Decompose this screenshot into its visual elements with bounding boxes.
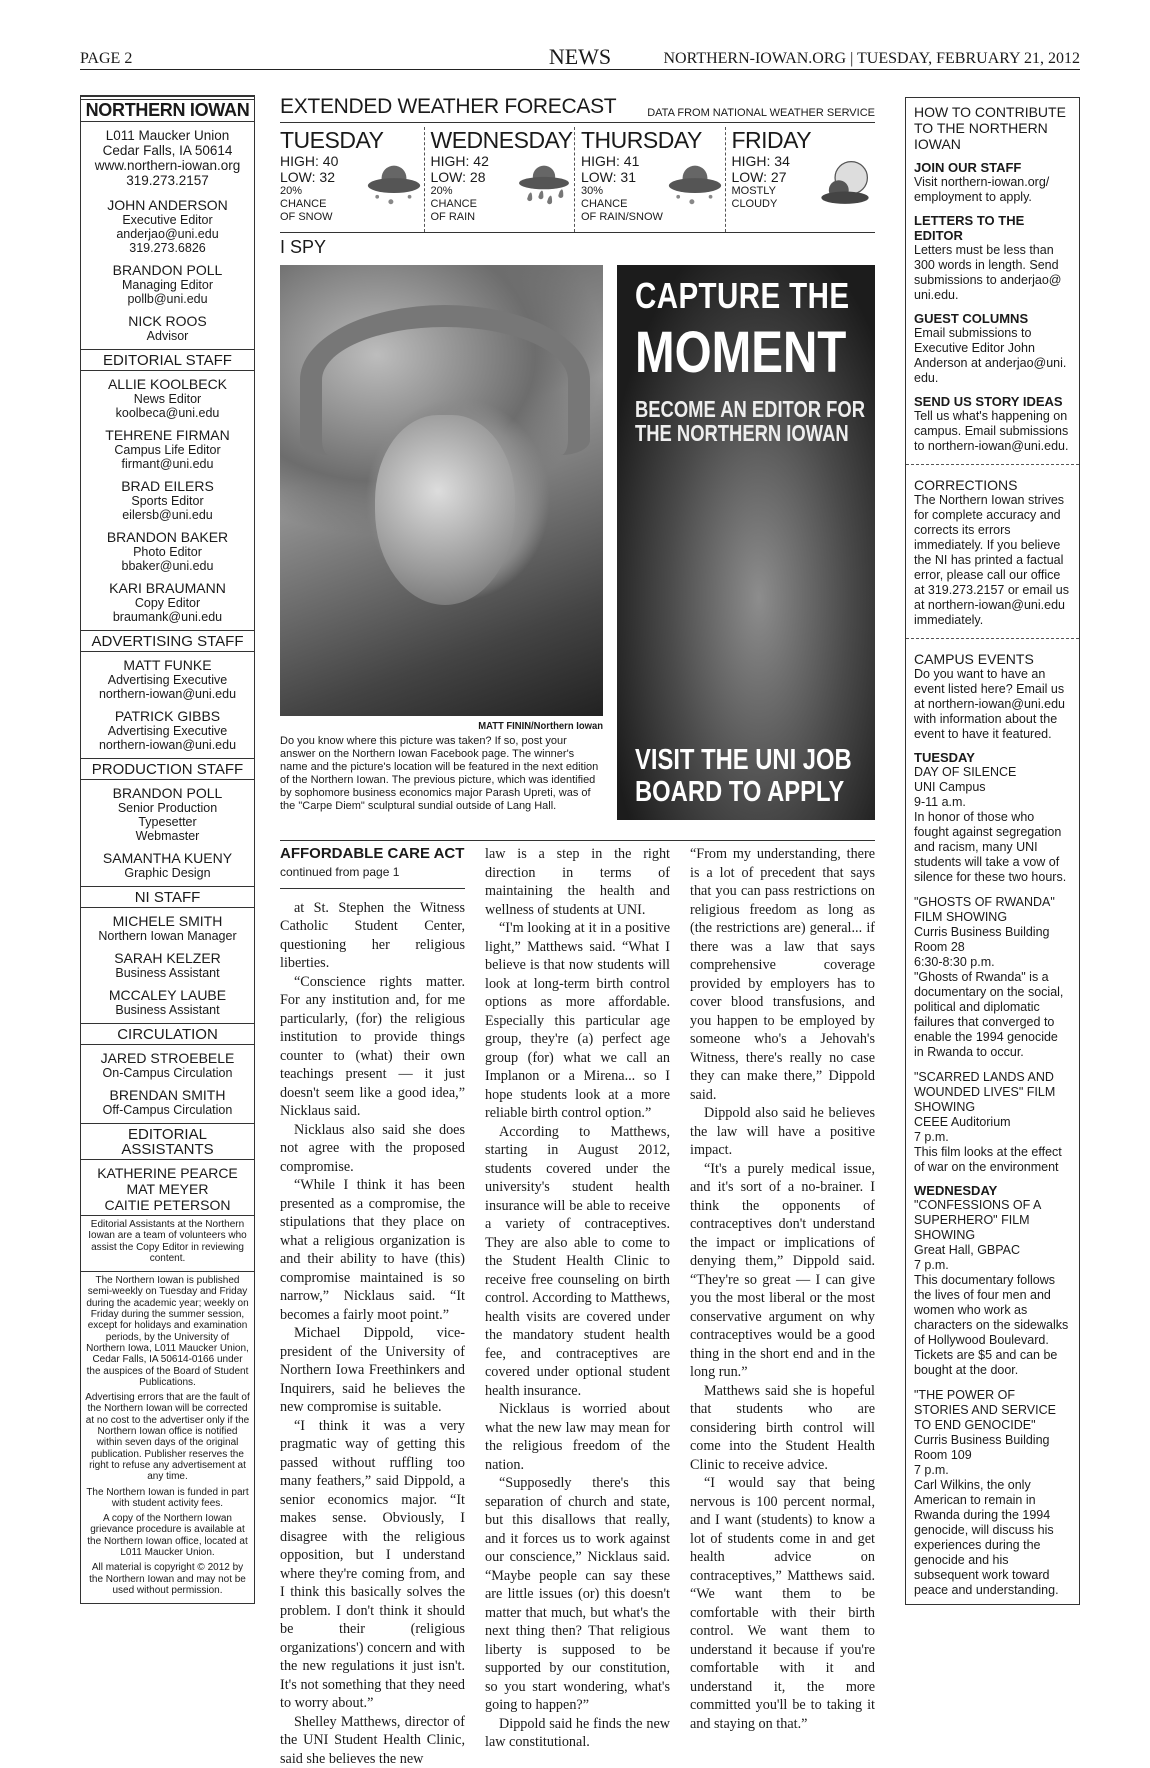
weather-condition: 20% (431, 185, 575, 198)
event (914, 895, 1071, 1060)
staff-entry (81, 377, 254, 422)
weather-source: DATA FROM NATIONAL WEATHER SERVICE (647, 107, 875, 119)
article-paragraph: Matthews said she is hopeful that students who are considering birth control will come into the Student Health Clinic to receive advice. (690, 1382, 875, 1475)
staff-name: JOHN ANDERSON (83, 198, 252, 213)
contribute-heading: JOIN OUR STAFF (914, 160, 1071, 175)
weather-condition: OF RAIN/SNOW (581, 211, 725, 224)
article-paragraph: “I'm looking at it in a positive light,” Matthews said. “What I believe is that now students will look at long-term birth control options as more affordable. Especially this particular age group, they're (a) perfect age group (for) what we call an Implanon or a Mirena... so I hope students look at a more reliable birth control option.” (485, 919, 670, 1123)
weather-day-thursday (574, 127, 725, 232)
staff-name: SAMANTHA KUENY (83, 851, 252, 866)
article-paragraph: law is a step in the right direction in terms of maintaining the health and wellness of students at UNI. (485, 845, 670, 919)
main-content (280, 95, 875, 258)
article-headline: AFFORDABLE CARE ACT (280, 845, 465, 863)
staff-detail: Campus Life Editor (83, 443, 252, 457)
note-paragraph: All material is copyright © 2012 by the Northern Iowan and may not be used without permission. (85, 1562, 250, 1596)
weather-day-tuesday (280, 127, 424, 232)
staff-entry (81, 428, 254, 473)
sun-cloud-icon (817, 159, 873, 209)
staff-detail: Northern Iowan Manager (83, 929, 252, 943)
article (280, 840, 875, 1768)
article-paragraph: “From my understanding, there is a lot of precedent that says that you can pass restrictions on religious freedom as long as (the restrictions are) general... if there was a law that says comprehensive coverage provided by employers has to cover blood transfusions, and you happen to be employed by someone who's a Jehovah's Witness, there's really no case they can make there,” Dippold said. (690, 845, 875, 1104)
weather-condition: MOSTLY (732, 185, 876, 198)
staff-detail: Executive Editor (83, 213, 252, 227)
section-heading: PRODUCTION STAFF (81, 758, 254, 780)
article-paragraph: Nicklaus also said she does not agree with the proposed compromise. (280, 1121, 465, 1177)
corrections-title: CORRECTIONS (914, 477, 1071, 493)
ad-line-1: CAPTURE THE (635, 277, 849, 315)
event-detail: Curris Business Building Room 109 (914, 1433, 1071, 1463)
weather-condition: 20% (280, 185, 424, 198)
events-intro: Do you want to have an event listed here? Email us at northern-iowan@uni.edu with information about the event to have it featured. (914, 667, 1071, 742)
event-detail: 7 p.m. (914, 1130, 1071, 1145)
weather-day-name: FRIDAY (732, 127, 876, 153)
article-paragraph: “Supposedly there's this separation of church and state, but this disallows that really, and it forces us to work against our conscience,” Nicklaus said. “Maybe people can say these are little issues (or) this doesn't matter that much, but what's the next thing then? That religious liberty is supposed to be supported by our constitution, so you start wondering, what's going to happen?” (485, 1474, 670, 1715)
ad-call-to-action: VISIT THE UNI JOB BOARD TO APPLY (635, 744, 873, 808)
staff-name: NICK ROOS (83, 314, 252, 329)
section-heading: EDITORIAL STAFF (81, 349, 254, 371)
staff-name: MCCALEY LAUBE (83, 988, 252, 1003)
recruitment-ad[interactable] (617, 265, 875, 820)
note-paragraph: The Northern Iowan is funded in part with student activity fees. (85, 1487, 250, 1510)
weather-day-name: TUESDAY (280, 127, 424, 153)
event-detail: 7 p.m. (914, 1258, 1071, 1273)
contribute-title: HOW TO CONTRIBUTE TO THE NORTHERN IOWAN (914, 104, 1071, 152)
staff-entry (81, 314, 254, 345)
weather-condition: CLOUDY (732, 198, 876, 211)
staff-entry (81, 479, 254, 524)
article-paragraph: According to Matthews, starting in August 2012, students covered under the university's student health insurance will be able to receive a variety of contraceptives. They are also able to come to the Student Health Clinic to receive free counseling on birth control. According to Matthews, health visits are covered under the mandatory student health fee, and contraceptives are covered under optional student health insurance. (485, 1123, 670, 1401)
staff-detail: Typesetter (83, 815, 252, 829)
masthead-title: NORTHERN IOWAN (81, 96, 254, 122)
weather-high: HIGH: 42 (431, 153, 575, 169)
staff-detail: koolbeca@uni.edu (83, 406, 252, 420)
event (914, 1198, 1071, 1378)
weather-high: HIGH: 41 (581, 153, 725, 169)
weather-condition: OF RAIN (431, 211, 575, 224)
weather-condition: CHANCE (280, 198, 424, 211)
contribute-heading: LETTERS TO THE EDITOR (914, 213, 1071, 243)
divider (906, 464, 1079, 465)
staff-directory (80, 95, 255, 1604)
event-description: Carl Wilkins, the only American to remain in Rwanda during the 1994 genocide, will discuss his experiences during the genocide and his subsequent work toward peace and understanding. (914, 1478, 1071, 1598)
weather-low: LOW: 31 (581, 169, 725, 185)
staff-name: BRAD EILERS (83, 479, 252, 494)
event (914, 1070, 1071, 1175)
article-paragraph: Shelley Matthews, director of the UNI Student Health Clinic, said she believes the new (280, 1713, 465, 1768)
event-detail: UNI Campus (914, 780, 1071, 795)
weather-condition: CHANCE (581, 198, 725, 211)
weather-high: HIGH: 40 (280, 153, 424, 169)
weather-low: LOW: 32 (280, 169, 424, 185)
staff-name: BRANDON POLL (83, 786, 252, 801)
staff-entry (81, 1088, 254, 1119)
article-paragraph: “It's a purely medical issue, and it's sort of a no-brainer. I think the opponents of contraceptives don't understand the impact or implications of denying them,” Dippold said. “They're so great — I can give you the most liberal or the most conservative argument on why contraceptives would be a good thing in the short end and in the long run.” (690, 1160, 875, 1382)
note-paragraph: A copy of the Northern Iowan grievance procedure is available at the Northern Iowan office, located at L011 Maucker Union. (85, 1513, 250, 1558)
article-paragraph: at St. Stephen the Witness Catholic Student Center, questioning her religious liberties. (280, 899, 465, 973)
weather-day-friday (725, 127, 876, 232)
staff-detail: Advertising Executive (83, 724, 252, 738)
section-heading: ADVERTISING STAFF (81, 630, 254, 652)
staff-detail: News Editor (83, 392, 252, 406)
event-detail: Curris Business Building Room 28 (914, 925, 1071, 955)
event-detail: CEEE Auditorium (914, 1115, 1071, 1130)
corrections-body: The Northern Iowan strives for complete accuracy and corrects its errors immediately. If you believe the NI has printed a factual error, please call our office at 319.273.2157 or email us at northern-iowan@uni.edu immediately. (914, 493, 1071, 628)
ispy-photo (280, 265, 603, 716)
event-description: In honor of those who fought against segregation and racism, many UNI students will take a vow of silence for these two hours. (914, 810, 1071, 885)
event-detail: 9-11 a.m. (914, 795, 1071, 810)
article-column (485, 845, 670, 1768)
ad-line-3: BECOME AN EDITOR FOR THE NORTHERN IOWAN (635, 397, 867, 445)
event-description: "Ghosts of Rwanda" is a documentary on the social, political and diplomatic failures that converged to enable the 1994 genocide in Rwanda to occur. (914, 970, 1071, 1060)
staff-name: ALLIE KOOLBECK (83, 377, 252, 392)
staff-entry (81, 851, 254, 882)
weather-day-name: WEDNESDAY (431, 127, 575, 153)
event-day: TUESDAY (914, 750, 1071, 765)
contact-line: L011 Maucker Union (83, 128, 252, 143)
staff-detail: On-Campus Circulation (83, 1066, 252, 1080)
weather-day-wednesday (424, 127, 575, 232)
article-paragraph: Michael Dippold, vice-president of the University of Northern Iowa Freethinkers and Inquirers, said he believes the new compromise is suitable. (280, 1324, 465, 1417)
event (914, 1388, 1071, 1598)
staff-detail: pollb@uni.edu (83, 292, 252, 306)
staff-name: BRENDAN SMITH (83, 1088, 252, 1103)
photo-credit: MATT FININ/Northern Iowan (312, 720, 603, 732)
staff-detail: anderjao@uni.edu (83, 227, 252, 241)
staff-name: SARAH KELZER (83, 951, 252, 966)
staff-entry (81, 263, 254, 308)
staff-name: MATT FUNKE (83, 658, 252, 673)
event-detail: "SCARRED LANDS AND WOUNDED LIVES" FILM SHOWING (914, 1070, 1071, 1115)
continued-note: continued from page 1 (280, 863, 465, 889)
contact-line: www.northern-iowan.org (83, 158, 252, 173)
divider (906, 638, 1079, 639)
staff-name: BRANDON POLL (83, 263, 252, 278)
contribute-body: Letters must be less than 300 words in length. Send submissions to anderjao@ uni.edu. (914, 243, 1071, 303)
note-paragraph: Advertising errors that are the fault of the Northern Iowan will be corrected at no cost to the advertiser only if the Northern Iowan office is notified within seven days of the original publication. Publisher reserves the right to refuse any advertisement at any time. (85, 1392, 250, 1482)
masthead-contact (81, 122, 254, 192)
photo-caption: Do you know where this picture was taken? If so, post your answer on the Northern Iowan Facebook page. The winner's name and the picture's location will be featured in the next edition of the Northern Iowan. The previous picture, which was identified by sophomore business economics major Parash Upreti, was of the "Carpe Diem" sculptural sundial outside of Lang Hall. (280, 735, 603, 813)
event-detail: 7 p.m. (914, 1463, 1071, 1478)
staff-entry (81, 988, 254, 1019)
event-detail: "GHOSTS OF RWANDA" FILM SHOWING (914, 895, 1071, 925)
staff-entry (81, 709, 254, 754)
staff-detail: MAT MEYER (83, 1182, 252, 1197)
staff-name: KATHERINE PEARCE (83, 1166, 252, 1181)
staff-detail: Managing Editor (83, 278, 252, 292)
weather-condition: OF SNOW (280, 211, 424, 224)
staff-entry (81, 658, 254, 703)
staff-detail: Advertising Executive (83, 673, 252, 687)
article-paragraph: Dippold said he finds the new law constitutional. (485, 1715, 670, 1752)
staff-entry (81, 951, 254, 982)
article-column (280, 845, 465, 1768)
article-paragraph: “Conscience rights matter. For any institution and, for me particularly, (for) the religious institution to provide things counter to (what) their own teachings present — it just doesn't seem like a good idea,” Nicklaus said. (280, 973, 465, 1121)
article-column (690, 845, 875, 1768)
publication-note (81, 1215, 254, 1271)
staff-name: JARED STROEBELE (83, 1051, 252, 1066)
rain-cloud-icon (516, 159, 572, 209)
weather-high: HIGH: 34 (732, 153, 876, 169)
page-header (80, 44, 1080, 70)
staff-entry (81, 786, 254, 845)
staff-detail: Sports Editor (83, 494, 252, 508)
weather-header (280, 95, 875, 123)
staff-entry (81, 1051, 254, 1082)
event-detail: "CONFESSIONS OF A SUPERHERO" FILM SHOWING (914, 1198, 1071, 1243)
weather-low: LOW: 28 (431, 169, 575, 185)
contact-line: 319.273.2157 (83, 173, 252, 188)
article-paragraph: Dippold also said he believes the law will have a positive impact. (690, 1104, 875, 1160)
staff-detail: bbaker@uni.edu (83, 559, 252, 573)
snow-cloud-icon (366, 159, 422, 209)
section-heading: CIRCULATION (81, 1023, 254, 1045)
ad-line-2: MOMENT (635, 323, 846, 383)
staff-name: BRANDON BAKER (83, 530, 252, 545)
staff-detail: Business Assistant (83, 1003, 252, 1017)
event-day: WEDNESDAY (914, 1183, 1071, 1198)
event-detail: Great Hall, GBPAC (914, 1243, 1071, 1258)
events-title: CAMPUS EVENTS (914, 651, 1071, 667)
note-paragraph: The Northern Iowan is published semi-weekly on Tuesday and Friday during the academic year; weekly on Friday during the summer session, except for holidays and examination periods, by the University of Northern Iowa, L011 Maucker Union, Cedar Falls, IA 50614-0166 under the auspices of the Board of Student Publications. (85, 1275, 250, 1388)
event-detail: 6:30-8:30 p.m. (914, 955, 1071, 970)
article-paragraph: Nicklaus is worried about what the new law may mean for the religious freedom of the nation. (485, 1400, 670, 1474)
staff-entry (81, 914, 254, 945)
staff-entry (81, 581, 254, 626)
weather-condition: 30% (581, 185, 725, 198)
weather-low: LOW: 27 (732, 169, 876, 185)
article-paragraph: “I think it was a very pragmatic way of getting this passed without ruffling too many feathers,” said Dippold, a senior economics major. “It makes sense. Obviously, I disagree with the religious opposition, but I understand where they're coming from, and I think this basically solves the problem. I don't think it should be their (religious organizations') concern and with the new regulations it just isn't. It's not something that they need to worry about.” (280, 1417, 465, 1713)
contribute-body: Tell us what's happening on campus. Email submissions to northern-iowan@uni.edu. (914, 409, 1071, 454)
staff-detail: Graphic Design (83, 866, 252, 880)
staff-detail: firmant@uni.edu (83, 457, 252, 471)
staff-detail: Off-Campus Circulation (83, 1103, 252, 1117)
weather-forecast (280, 123, 875, 233)
staff-name: TEHRENE FIRMAN (83, 428, 252, 443)
staff-detail: Advisor (83, 329, 252, 343)
weather-day-name: THURSDAY (581, 127, 725, 153)
staff-detail: CAITIE PETERSON (83, 1198, 252, 1213)
weather-title: EXTENDED WEATHER FORECAST (280, 95, 616, 119)
staff-name: PATRICK GIBBS (83, 709, 252, 724)
contribute-heading: SEND US STORY IDEAS (914, 394, 1071, 409)
info-sidebar (905, 97, 1080, 1605)
note-paragraph: Editorial Assistants at the Northern Iowan are a team of volunteers who assist the Copy Editor in reviewing content. (85, 1219, 250, 1264)
staff-detail: northern-iowan@uni.edu (83, 738, 252, 752)
staff-name: MICHELE SMITH (83, 914, 252, 929)
staff-entry (81, 1166, 254, 1215)
event-description: This documentary follows the lives of four men and women who work as characters on the sidewalks of Hollywood Boulevard. Tickets are $5 and can be bought at the door. (914, 1273, 1071, 1378)
event-detail: "THE POWER OF STORIES AND SERVICE TO END GENOCIDE" (914, 1388, 1071, 1433)
event (914, 765, 1071, 885)
staff-detail: northern-iowan@uni.edu (83, 687, 252, 701)
article-paragraph: “I would say that being nervous is 100 percent normal, and I want (students) to know a lot of students come in and get health advice on contraceptives,” Matthews said. “We want them to be comfortable with their birth control. We want them to understand it because if you're comfortable with it and understand it, the more committed you'll be to taking it and staying on that.” (690, 1474, 875, 1733)
contribute-body: Email submissions to Executive Editor John Anderson at anderjao@uni. edu. (914, 326, 1071, 386)
contribute-heading: GUEST COLUMNS (914, 311, 1071, 326)
staff-entry (81, 198, 254, 257)
page-number: PAGE 2 (80, 50, 132, 68)
staff-detail: Photo Editor (83, 545, 252, 559)
weather-condition: CHANCE (431, 198, 575, 211)
event-detail: DAY OF SILENCE (914, 765, 1071, 780)
staff-detail: braumank@uni.edu (83, 610, 252, 624)
staff-detail: Senior Production (83, 801, 252, 815)
staff-detail: Business Assistant (83, 966, 252, 980)
contact-line: Cedar Falls, IA 50614 (83, 143, 252, 158)
staff-detail: Copy Editor (83, 596, 252, 610)
section-heading: EDITORIAL ASSISTANTS (81, 1123, 254, 1160)
section-name: NEWS (549, 44, 611, 70)
ispy-label: I SPY (280, 237, 875, 258)
staff-detail: Webmaster (83, 829, 252, 843)
event-description: This film looks at the effect of war on the environment (914, 1145, 1071, 1175)
staff-detail: eilersb@uni.edu (83, 508, 252, 522)
staff-name: KARI BRAUMANN (83, 581, 252, 596)
article-paragraph: “While I think it has been presented as a compromise, the stipulations that they place on what a religious organization is and their ability to have (this) compromise maintained is so narrow,” Nicklaus said. “It becomes a fairly moot point.” (280, 1176, 465, 1324)
publication-note (81, 1271, 254, 1603)
contribute-body: Visit northern-iowan.org/ employment to apply. (914, 175, 1071, 205)
snow-cloud-icon (667, 159, 723, 209)
staff-detail: 319.273.6826 (83, 241, 252, 255)
site-and-date: NORTHERN-IOWAN.ORG | TUESDAY, FEBRUARY 21, 2012 (664, 50, 1081, 68)
staff-entry (81, 530, 254, 575)
section-heading: NI STAFF (81, 886, 254, 908)
